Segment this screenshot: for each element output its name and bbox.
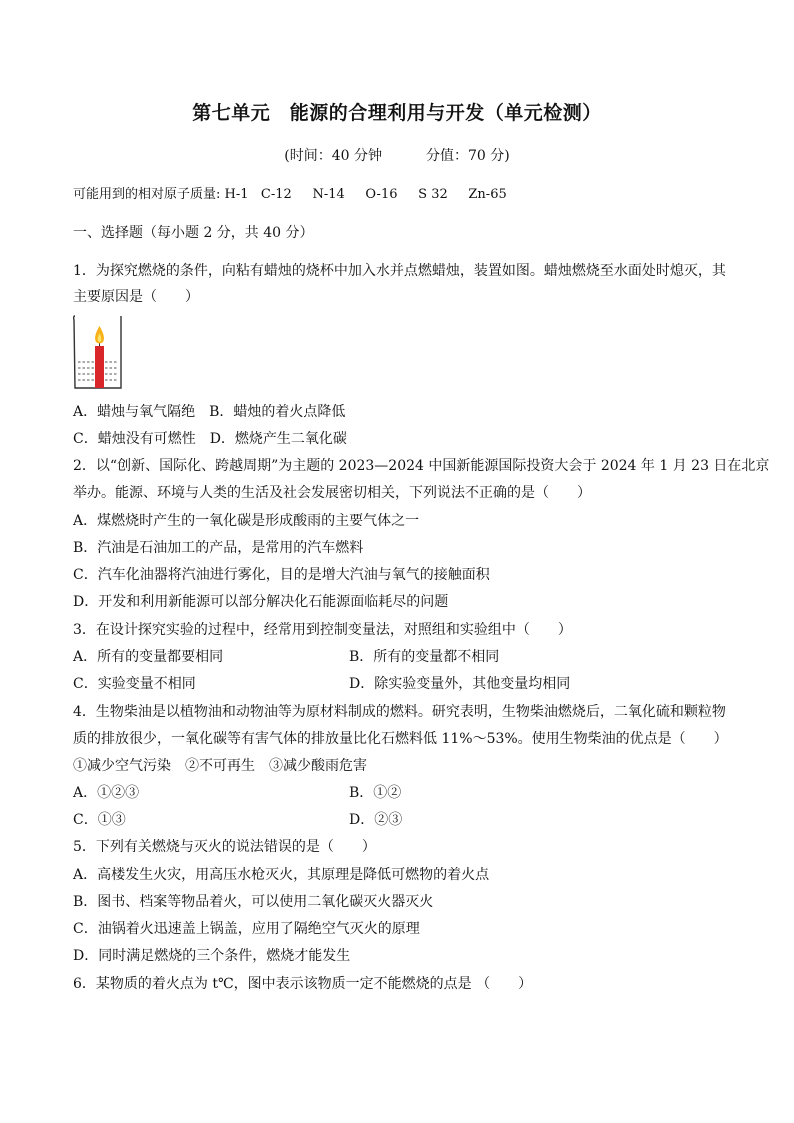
q2-stem-line-1: 2．以“创新、国际化、跨越周期”为主题的 2023—2024 中国新能源国际投资大会于 2024 年 1 月 23 日在北京 xyxy=(73,458,770,474)
q3-option-d: D．除实验变量外，其他变量均相同 xyxy=(349,676,571,692)
q6-stem: 6．某物质的着火点为 t℃，图中表示该物质一定不能燃烧的点是 （ ） xyxy=(73,976,533,992)
q1-stem-line-2: 主要原因是（ ） xyxy=(73,289,199,305)
q1-stem-line-1: 1．为探究燃烧的条件，向粘有蜡烛的烧杯中加入水并点燃蜡烛，装置如图。蜡烛燃烧至水面处时熄灭，其 xyxy=(73,263,726,279)
section-title: 一、选择题（每小题 2 分，共 40 分） xyxy=(73,225,314,241)
q2-option-d: D．开发和利用新能源可以部分解决化石能源面临耗尽的问题 xyxy=(73,594,449,610)
q5-option-b: B．图书、档案等物品着火，可以使用二氧化碳灭火器灭火 xyxy=(73,894,434,910)
q2-option-a: A．煤燃烧时产生的一氧化碳是形成酸雨的主要气体之一 xyxy=(73,513,420,529)
atomic-masses: 可能用到的相对原子质量: H-1 C-12 N-14 O-16 S 32 Zn-65 xyxy=(73,187,507,202)
q5-option-a: A．高楼发生火灾，用高压水枪灭火，其原理是降低可燃物的着火点 xyxy=(73,867,490,883)
q1-option-cd: C．蜡烛没有可燃性 D．燃烧产生二氧化碳 xyxy=(73,431,347,447)
q5-stem: 5．下列有关燃烧与灭火的说法错误的是（ ） xyxy=(73,839,376,855)
q4-option-a: A．①②③ xyxy=(73,785,140,801)
q5-option-d: D．同时满足燃烧的三个条件，燃烧才能发生 xyxy=(73,948,351,964)
q2-stem-line-2: 举办。能源、环境与人类的生活及社会发展密切相关，下列说法不正确的是（ ） xyxy=(73,485,591,501)
page-title: 第七单元 能源的合理利用与开发（单元检测） xyxy=(192,102,602,124)
q3-option-a: A．所有的变量都要相同 xyxy=(73,649,224,665)
q3-option-b: B．所有的变量都不相同 xyxy=(349,649,500,665)
q3-stem: 3．在设计探究实验的过程中，经常用到控制变量法，对照组和实验组中（ ） xyxy=(73,622,572,638)
exam-score: 分值：70 分) xyxy=(426,148,510,164)
q4-stem-line-3: ①减少空气污染 ②不可再生 ③减少酸雨危害 xyxy=(73,758,367,774)
q3-option-c: C．实验变量不相同 xyxy=(73,676,196,692)
exam-info xyxy=(0,145,794,165)
q4-option-c: C．①③ xyxy=(73,812,126,828)
q5-option-c: C．油锅着火迅速盖上锅盖，应用了隔绝空气灭火的原理 xyxy=(73,921,420,937)
q2-option-b: B．汽油是石油加工的产品，是常用的汽车燃料 xyxy=(73,540,364,556)
q2-option-c: C．汽车化油器将汽油进行雾化，目的是增大汽油与氧气的接触面积 xyxy=(73,567,490,583)
q4-stem-line-1: 4．生物柴油是以植物油和动物油等为原材料制成的燃料。研究表明，生物柴油燃烧后，二氧化硫和颗粒物 xyxy=(73,704,726,720)
q1-option-ab: A．蜡烛与氧气隔绝 B．蜡烛的着火点降低 xyxy=(73,404,346,420)
q4-option-b: B．①② xyxy=(349,785,402,801)
q4-stem-line-2: 质的排放很少，一氧化碳等有害气体的排放量比化石燃料低 11%～53%。使用生物柴油的优点是（ ） xyxy=(73,731,728,747)
exam-time: (时间：40 分钟 xyxy=(284,148,382,164)
beaker-candle-illustration xyxy=(72,312,124,392)
q4-option-d: D．②③ xyxy=(349,812,403,828)
